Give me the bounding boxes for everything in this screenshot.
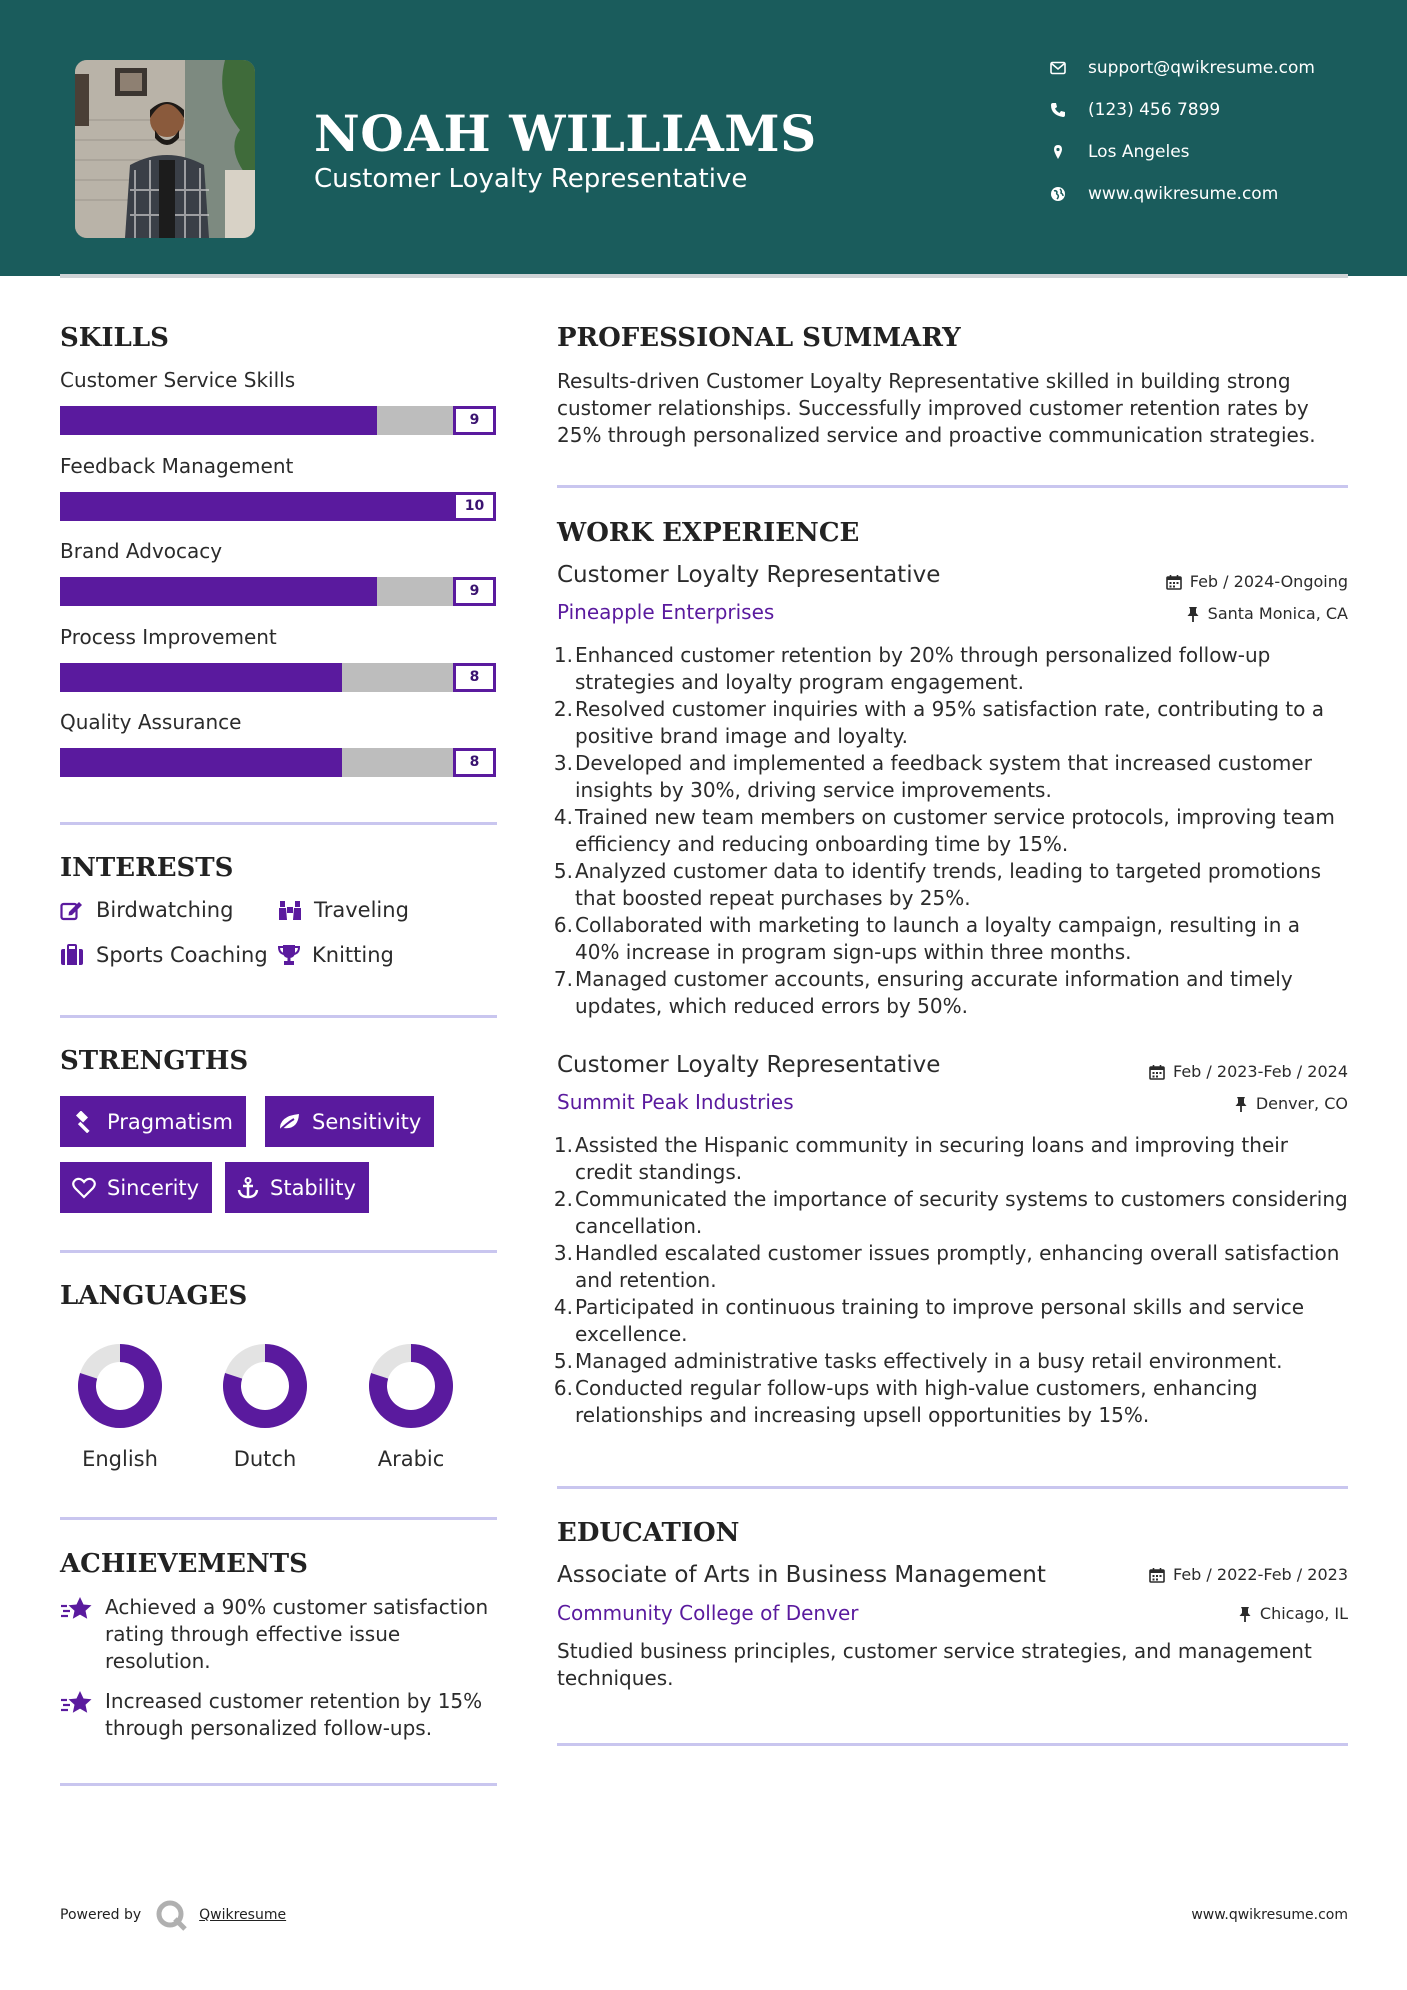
skill-bar-fill (60, 663, 342, 692)
job-bullet: 5. Managed administrative tasks effectively in a busy retail environment. (553, 1349, 1283, 1373)
job-bullet: 1. Assisted the Hispanic community in securing loans and improving their credit standings. (553, 1133, 1289, 1184)
job-bullet: 2. Resolved customer inquiries with a 95% satisfaction rate, contributing to a positive brand image and loyalty. (553, 697, 1324, 748)
job-bullet-text: Collaborated with marketing to launch a loyalty campaign, resulting in a 40% increase in program sign-ups within three months. (575, 913, 1300, 964)
job-bullet-text: Assisted the Hispanic community in securing loans and improving their credit standings. (575, 1133, 1289, 1184)
leaf-icon (277, 1111, 301, 1133)
job-bullet-list (553, 1132, 1348, 1429)
skill-bar-fill (60, 577, 377, 606)
skill-bar (60, 748, 470, 777)
work-experience-title: WORK EXPERIENCE (557, 518, 860, 548)
edit-icon (60, 899, 84, 921)
pushpin-icon (1186, 606, 1200, 622)
job-bullet-text: Conducted regular follow-ups with high-value customers, enhancing relationships and increasing upsell opportunities by 15%. (575, 1376, 1258, 1427)
strength-tag (265, 1096, 434, 1147)
skill-level-badge: 8 (453, 748, 496, 777)
section-divider (60, 1250, 497, 1253)
job-location (1234, 1094, 1348, 1113)
binoculars-icon (278, 899, 302, 921)
skill-bar (60, 577, 470, 606)
section-divider (60, 1015, 497, 1018)
education-school: Community College of Denver (557, 1601, 859, 1625)
skill-label: Customer Service Skills (60, 368, 296, 392)
skill-bar (60, 492, 470, 521)
job-bullet-text: Developed and implemented a feedback system that increased customer insights by 30%, driving service improvements. (575, 751, 1312, 802)
contact-email[interactable] (1050, 58, 1315, 78)
skill-bar (60, 663, 470, 692)
job-bullet: 5. Analyzed customer data to identify trends, leading to targeted promotions that boosted repeat purchases by 25%. (553, 859, 1322, 910)
header-divider (60, 274, 1348, 278)
section-divider (60, 1517, 497, 1520)
job-bullet-text: Analyzed customer data to identify trends, leading to targeted promotions that boosted repeat purchases by 25%. (575, 859, 1322, 910)
skill-bar-fill (60, 492, 470, 521)
calendar-icon (1166, 574, 1182, 590)
interest-item (60, 898, 233, 922)
job-bullet-text: Trained new team members on customer service protocols, improving team efficiency and reducing onboarding time by 15%. (575, 805, 1335, 856)
skill-level-badge: 8 (453, 663, 496, 692)
language-label: English (82, 1447, 158, 1471)
language-label: Arabic (377, 1447, 445, 1471)
contact-website[interactable] (1050, 184, 1278, 204)
job-date-text: Feb / 2024-Ongoing (1189, 572, 1348, 591)
job-bullet-text: Handled escalated customer issues promptly, enhancing overall satisfaction and retention. (575, 1241, 1340, 1292)
job-location (1186, 604, 1348, 623)
section-divider (557, 485, 1348, 488)
contact-email-text: support@qwikresume.com (1088, 58, 1315, 78)
job-date (1149, 1062, 1348, 1081)
job-bullet: 6. Conducted regular follow-ups with high-value customers, enhancing relationships and increasing upsell opportunities by 15%. (553, 1376, 1258, 1427)
job-bullet-text: Resolved customer inquiries with a 95% satisfaction rate, contributing to a positive brand image and loyalty. (575, 697, 1324, 748)
candidate-name: NOAH WILLIAMS (314, 104, 817, 163)
achievement-text: Achieved a 90% customer satisfaction rating through effective issue resolution. (105, 1595, 489, 1673)
interest-label: Knitting (312, 943, 394, 967)
achievement-text: Increased customer retention by 15% through personalized follow-ups. (105, 1689, 483, 1740)
achievements-title: ACHIEVEMENTS (60, 1549, 308, 1579)
contact-phone-text: (123) 456 7899 (1088, 100, 1221, 120)
calendar-icon (1149, 1567, 1165, 1583)
job-bullet-list (553, 642, 1348, 1020)
education-degree: Associate of Arts in Business Management (557, 1562, 1046, 1588)
contact-location-text: Los Angeles (1088, 142, 1190, 162)
job-bullet: 6. Collaborated with marketing to launch a loyalty campaign, resulting in a 40% increase in program sign-ups within three months. (553, 913, 1300, 964)
strength-tag (60, 1162, 212, 1213)
map-marker-icon (1050, 144, 1066, 160)
strengths-title: STRENGTHS (60, 1046, 249, 1076)
resume-header (0, 0, 1407, 276)
skill-label: Brand Advocacy (60, 539, 223, 563)
skill-level-badge: 9 (453, 577, 496, 606)
contact-location (1050, 142, 1190, 162)
job-bullet-text: Communicated the importance of security systems to customers considering cancellation. (575, 1187, 1348, 1238)
skill-label: Process Improvement (60, 625, 277, 649)
strength-label: Pragmatism (107, 1109, 233, 1134)
interests-title: INTERESTS (60, 853, 234, 883)
education-location-text: Chicago, IL (1259, 1604, 1348, 1623)
skill-label: Quality Assurance (60, 710, 242, 734)
job-bullet-text: Managed customer accounts, ensuring accurate information and timely updates, which reduced errors by 50%. (575, 967, 1293, 1018)
education-location (1238, 1604, 1348, 1623)
contact-website-text: www.qwikresume.com (1088, 184, 1279, 204)
skill-bar-fill (60, 748, 342, 777)
job-title: Customer Loyalty Representative (557, 1052, 941, 1078)
skill-bar (60, 406, 470, 435)
job-date (1166, 572, 1348, 591)
job-bullet: 7. Managed customer accounts, ensuring accurate information and timely updates, which reduced errors by 50%. (553, 967, 1293, 1018)
powered-by-text: Powered by (60, 1907, 142, 1923)
trophy-icon (278, 944, 300, 966)
job-bullet: 2. Communicated the importance of security systems to customers considering cancellation. (553, 1187, 1348, 1238)
star-icon (60, 1688, 94, 1718)
job-bullet: 3. Handled escalated customer issues promptly, enhancing overall satisfaction and retention. (553, 1241, 1340, 1292)
language-label: Dutch (233, 1447, 297, 1471)
footer-url[interactable]: www.qwikresume.com (1191, 1907, 1348, 1923)
job-bullet: 3. Developed and implemented a feedback system that increased customer insights by 30%, driving service improvements. (553, 751, 1312, 802)
strength-label: Stability (270, 1175, 356, 1200)
job-company: Pineapple Enterprises (557, 600, 775, 624)
anchor-icon (237, 1177, 259, 1199)
interest-item (60, 943, 268, 967)
strength-tag (225, 1162, 369, 1213)
star-icon (60, 1594, 94, 1624)
job-date-text: Feb / 2023-Feb / 2024 (1173, 1062, 1348, 1081)
heart-icon (72, 1177, 96, 1199)
skill-level-badge: 9 (453, 406, 496, 435)
phone-icon (1050, 102, 1066, 118)
strength-tag (60, 1096, 246, 1147)
qwikresume-link[interactable]: Qwikresume (199, 1907, 287, 1923)
education-title: EDUCATION (557, 1518, 740, 1548)
strength-label: Sensitivity (312, 1109, 422, 1134)
interest-label: Traveling (314, 898, 409, 922)
job-location-text: Denver, CO (1255, 1094, 1348, 1113)
section-divider (557, 1743, 1348, 1746)
job-title: Customer Loyalty Representative (557, 562, 941, 588)
globe-icon (1050, 186, 1066, 202)
job-bullet-text: Enhanced customer retention by 20% through personalized follow-up strategies and loyalty program engagement. (575, 643, 1271, 694)
pushpin-icon (1234, 1096, 1248, 1112)
candidate-role: Customer Loyalty Representative (314, 164, 748, 194)
summary-title: PROFESSIONAL SUMMARY (557, 323, 961, 353)
language-donuts (60, 1330, 497, 1450)
interest-label: Birdwatching (96, 898, 234, 922)
job-bullet: 4. Trained new team members on customer service protocols, improving team efficiency and reducing onboarding time by 15%. (553, 805, 1335, 856)
profile-photo (75, 60, 255, 238)
interest-label: Sports Coaching (96, 943, 268, 967)
envelope-icon (1050, 61, 1066, 75)
education-description: Studied business principles, customer service strategies, and management techniques. (557, 1639, 1312, 1690)
contact-phone[interactable] (1050, 100, 1220, 120)
summary-text: Results-driven Customer Loyalty Representative skilled in building strong customer relationships. Successfully improved customer retention rates by 25% through personalized service and proactive communication strategies. (557, 369, 1316, 447)
job-bullet: 4. Participated in continuous training to improve personal skills and service excellence. (553, 1295, 1305, 1346)
section-divider (557, 1486, 1348, 1489)
languages-title: LANGUAGES (60, 1281, 248, 1311)
skill-level-badge: 10 (453, 492, 496, 521)
job-location-text: Santa Monica, CA (1207, 604, 1348, 623)
interest-item (278, 898, 409, 922)
pushpin-icon (1238, 1606, 1252, 1622)
section-divider (60, 822, 497, 825)
education-date-text: Feb / 2022-Feb / 2023 (1173, 1565, 1348, 1584)
briefcase-icon (60, 944, 84, 966)
footer-powered-by (60, 1898, 286, 1932)
education-date (1149, 1565, 1348, 1584)
section-divider (60, 1783, 497, 1786)
skill-label: Feedback Management (60, 454, 294, 478)
job-bullet: 1. Enhanced customer retention by 20% through personalized follow-up strategies and loyalty program engagement. (553, 643, 1271, 694)
gavel-icon (72, 1111, 96, 1133)
strength-label: Sincerity (107, 1175, 200, 1200)
skill-bar-fill (60, 406, 377, 435)
job-bullet-text: Participated in continuous training to improve personal skills and service excellence. (575, 1295, 1305, 1346)
job-bullet-text: Managed administrative tasks effectively in a busy retail environment. (575, 1349, 1283, 1373)
skills-title: SKILLS (60, 323, 169, 353)
calendar-icon (1149, 1064, 1165, 1080)
qwikresume-logo-icon (155, 1898, 189, 1932)
job-company: Summit Peak Industries (557, 1090, 794, 1114)
interest-item (278, 943, 394, 967)
